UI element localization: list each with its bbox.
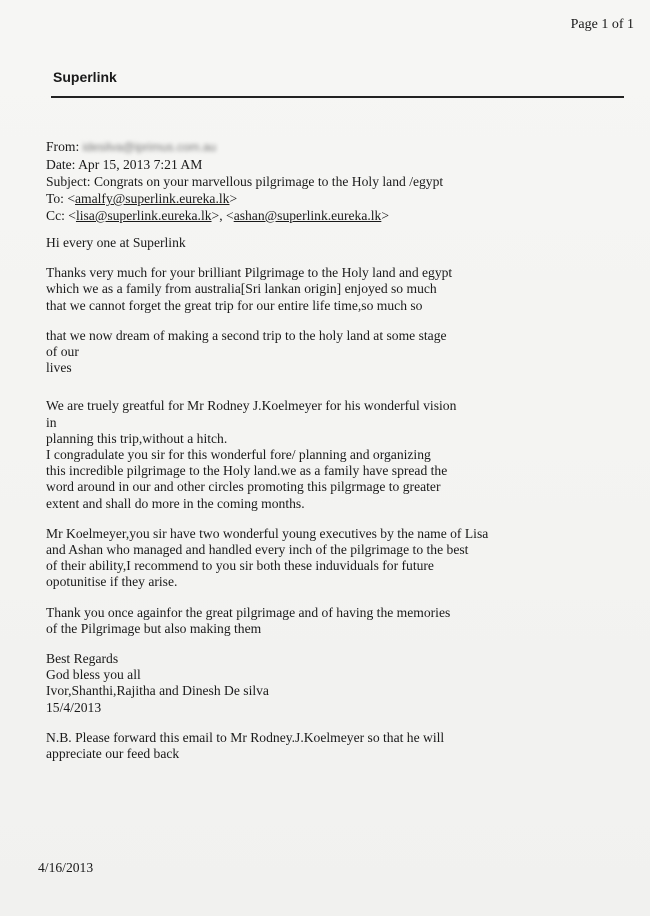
page-number: Page 1 of 1 [570,17,634,32]
to-label: To: < [46,191,75,206]
from-label: From: [46,139,80,154]
brand-title: Superlink [53,69,117,85]
email-headers [46,138,443,224]
signature-block: Best Regards God bless you all Ivor,Shanthi,Rajitha and Dinesh De silva 15/4/2013 [46,651,269,715]
cc-address-ashan-link[interactable]: ashan@superlink.eureka.lk [233,208,382,223]
paragraph-thanks: Thanks very much for your brilliant Pilgrimage to the Holy land and egypt which we as a family from australia[Sri lankan origin] enjoyed so much that we cannot forget the great trip for our entire life time,so much so [46,265,453,313]
cc-end: > [381,208,390,223]
cc-separator: >, < [211,208,234,223]
date-line: Date: Apr 15, 2013 7:21 AM [46,157,203,172]
greeting: Hi every one at Superlink [46,235,186,250]
to-end: > [229,191,238,206]
paragraph-executives: Mr Koelmeyer,you sir have two wonderful young executives by the name of Lisa and Ashan who managed and handled every inch of the pilgrimage to the best of their ability,I recommend to you sir both these induviduals for future opotunitise if they arise. [46,525,489,590]
from-line [46,138,443,156]
subject-line: Subject: Congrats on your marvellous pilgrimage to the Holy land /egypt [46,174,444,189]
email-body [46,235,606,762]
paragraph-second-trip: that we now dream of making a second trip to the holy land at some stage of our lives [46,327,447,376]
to-line [46,190,443,207]
to-address-link[interactable]: amalfy@superlink.eureka.lk [75,191,230,206]
cc-label: Cc: < [46,208,76,223]
nb-note: N.B. Please forward this email to Mr Rodney.J.Koelmeyer so that he will appreciate our feed back [46,729,445,762]
paragraph-closing-thanks: Thank you once againfor the great pilgrimage and of having the memories of the Pilgrimage but also making them [46,604,451,636]
header-divider [51,96,624,98]
cc-address-lisa-link[interactable]: lisa@superlink.eureka.lk [75,208,212,223]
paragraph-gratitude: We are truely greatful for Mr Rodney J.Koelmeyer for his wonderful vision in planning this trip,without a hitch. I congradulate you sir for this wonderful fore/ planning and organizing this incredible pilgrimage to the Holy land.we as a family have spread the word around in our and other circles promoting this pilgrmage to greater extent and shall do more in the coming months. [46,398,457,511]
print-date: 4/16/2013 [38,860,94,875]
cc-line [46,207,443,224]
from-address-redacted: idesilva@iprimus.com.au [82,140,217,154]
